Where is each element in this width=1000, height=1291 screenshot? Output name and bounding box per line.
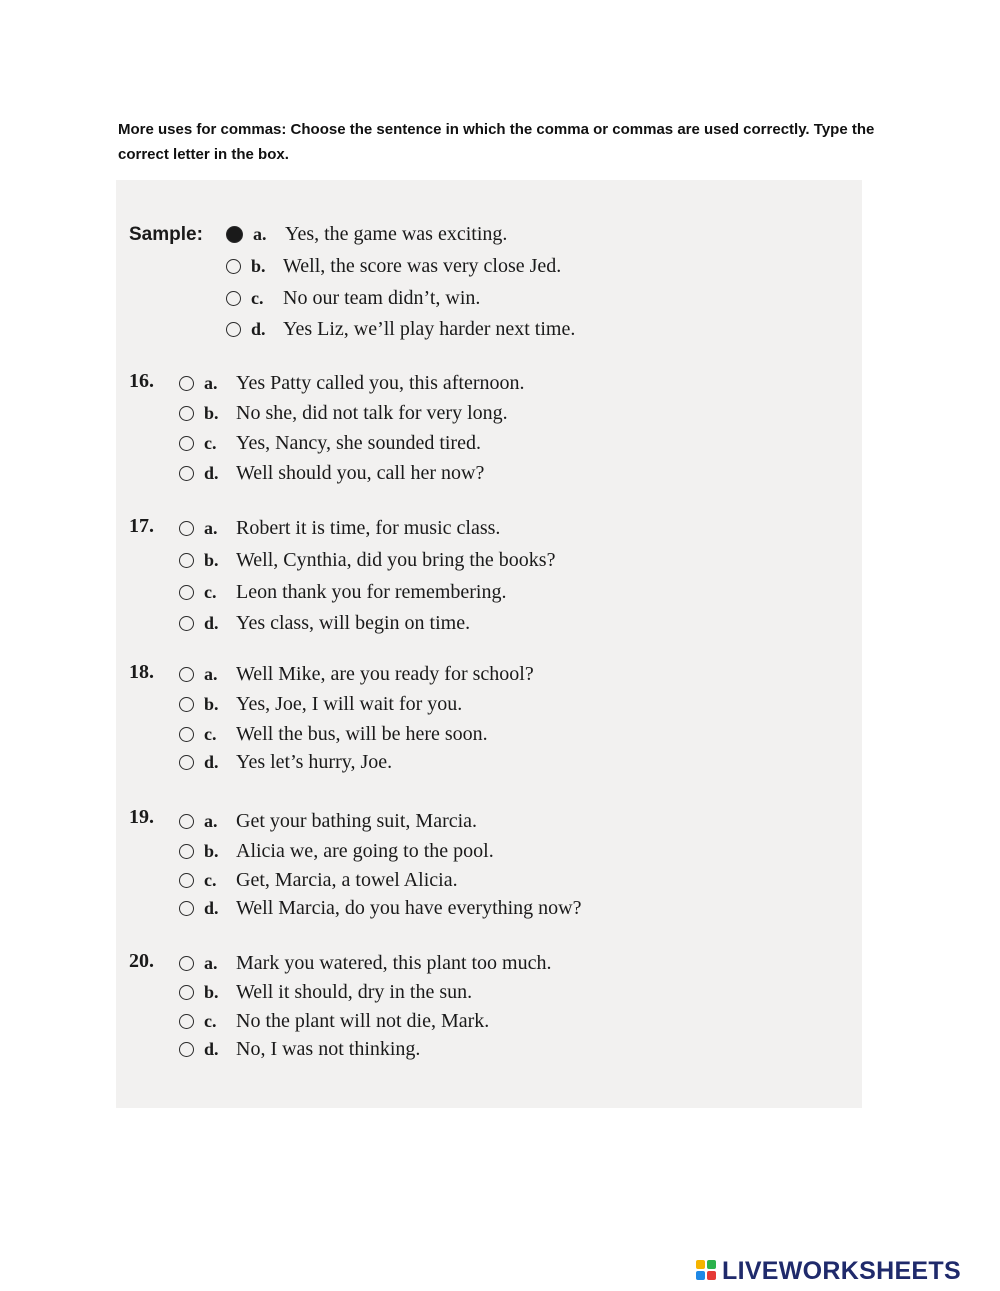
option-d[interactable] [179,1034,420,1064]
answer-bubble-icon[interactable] [179,466,194,481]
question-19 [129,806,849,931]
option-text: Well the bus, will be here soon. [236,722,488,745]
option-c[interactable] [179,428,481,458]
answer-bubble-icon[interactable] [179,814,194,829]
logo-square-3 [696,1271,705,1280]
answer-bubble-icon[interactable] [179,727,194,742]
option-d[interactable] [179,608,470,638]
question-20 [129,948,849,1078]
option-letter: a. [204,372,218,393]
option-d[interactable] [179,747,392,777]
option-letter: d. [251,318,266,339]
answer-bubble-icon[interactable] [179,901,194,916]
option-text: Mark you watered, this plant too much. [236,951,552,974]
question-number: 19. [129,806,154,828]
option-letter: a. [253,223,267,244]
answer-bubble-icon[interactable] [179,1042,194,1057]
answer-bubble-icon[interactable] [226,322,241,337]
option-b[interactable] [179,398,508,428]
option-a[interactable] [179,806,477,836]
answer-bubble-icon[interactable] [179,1014,194,1029]
option-text: Well Marcia, do you have everything now? [236,896,582,919]
worksheet-instructions: More uses for commas: Choose the sentence in which the comma or commas are used correctly. Type the correct letter in the box. [118,121,875,163]
question-18 [129,659,849,784]
option-letter: a. [204,952,218,973]
answer-bubble-icon[interactable] [179,436,194,451]
option-letter: c. [251,287,264,308]
answer-bubble-icon[interactable] [179,406,194,421]
option-c[interactable] [179,865,458,895]
logo-square-1 [696,1260,705,1269]
option-text: Get your bathing suit, Marcia. [236,809,478,832]
option-b[interactable] [179,689,462,719]
liveworksheets-logo[interactable] [696,1256,961,1286]
option-text: Well Mike, are you ready for school? [236,662,534,685]
option-text: Yes Patty called you, this afternoon. [236,371,525,394]
option-text: Well it should, dry in the sun. [236,980,473,1003]
question-number: 16. [129,370,154,392]
option-letter: d. [204,1038,219,1059]
answer-bubble-icon[interactable] [226,226,243,243]
answer-bubble-icon[interactable] [179,697,194,712]
option-text: Get, Marcia, a towel Alicia. [236,868,458,891]
option-letter: d. [204,751,219,772]
option-text: Yes, Joe, I will wait for you. [236,692,463,715]
question-16 [129,368,849,493]
answer-bubble-icon[interactable] [179,956,194,971]
option-a[interactable] [179,368,525,398]
question-number: 18. [129,661,154,683]
option-letter: d. [204,897,219,918]
option-letter: c. [204,869,217,890]
option-letter: a. [204,517,218,538]
option-letter: a. [204,663,218,684]
option-letter: d. [204,612,219,633]
option-letter: b. [251,255,266,276]
option-letter: b. [204,402,219,423]
option-letter: d. [204,462,219,483]
option-a[interactable] [179,513,500,543]
option-text: No our team didn’t, win. [283,286,481,309]
option-b[interactable] [179,545,555,575]
option-d[interactable] [179,458,484,488]
option-text: Leon thank you for remembering. [236,580,507,603]
option-a[interactable] [226,219,507,249]
option-text: Alicia we, are going to the pool. [236,839,494,862]
answer-bubble-icon[interactable] [179,616,194,631]
answer-bubble-icon[interactable] [179,985,194,1000]
option-text: No she, did not talk for very long. [236,401,508,424]
answer-bubble-icon[interactable] [179,844,194,859]
option-text: No, I was not thinking. [236,1037,421,1060]
option-letter: a. [204,810,218,831]
answer-bubble-icon[interactable] [179,667,194,682]
answer-bubble-icon[interactable] [179,376,194,391]
option-d[interactable] [179,893,582,923]
answer-bubble-icon[interactable] [179,553,194,568]
option-letter: c. [204,432,217,453]
question-number: 20. [129,950,154,972]
option-text: Yes let’s hurry, Joe. [236,750,393,773]
answer-bubble-icon[interactable] [179,521,194,536]
option-letter: b. [204,549,219,570]
answer-bubble-icon[interactable] [226,291,241,306]
option-b[interactable] [179,836,494,866]
option-c[interactable] [226,283,480,313]
option-c[interactable] [179,577,506,607]
question-sample [129,215,849,345]
scanned-question-sheet [116,180,862,1108]
option-letter: c. [204,723,217,744]
question-number: Sample: [129,224,203,245]
option-letter: c. [204,581,217,602]
option-text: Well should you, call her now? [236,461,485,484]
logo-square-2 [707,1260,716,1269]
answer-bubble-icon[interactable] [226,259,241,274]
option-text: Yes, Nancy, she sounded tired. [236,431,481,454]
option-a[interactable] [179,659,534,689]
option-a[interactable] [179,948,552,978]
logo-square-4 [707,1271,716,1280]
option-d[interactable] [226,314,575,344]
option-text: Yes, the game was exciting. [285,222,508,245]
answer-bubble-icon[interactable] [179,873,194,888]
liveworksheets-logo-icon [696,1260,718,1282]
option-text: Yes Liz, we’ll play harder next time. [283,317,576,340]
option-letter: b. [204,693,219,714]
option-b[interactable] [226,251,561,281]
option-c[interactable] [179,719,488,749]
option-b[interactable] [179,977,472,1007]
answer-bubble-icon[interactable] [179,755,194,770]
option-c[interactable] [179,1006,489,1036]
option-letter: c. [204,1010,217,1031]
option-letter: b. [204,981,219,1002]
option-text: No the plant will not die, Mark. [236,1009,490,1032]
option-letter: b. [204,840,219,861]
option-text: Robert it is time, for music class. [236,516,501,539]
question-number: 17. [129,515,154,537]
logo-text: LIVEWORKSHEETS [722,1256,961,1285]
answer-bubble-icon[interactable] [179,585,194,600]
question-17 [129,513,849,638]
option-text: Well, the score was very close Jed. [283,254,562,277]
option-text: Yes class, will begin on time. [236,611,471,634]
option-text: Well, Cynthia, did you bring the books? [236,548,556,571]
